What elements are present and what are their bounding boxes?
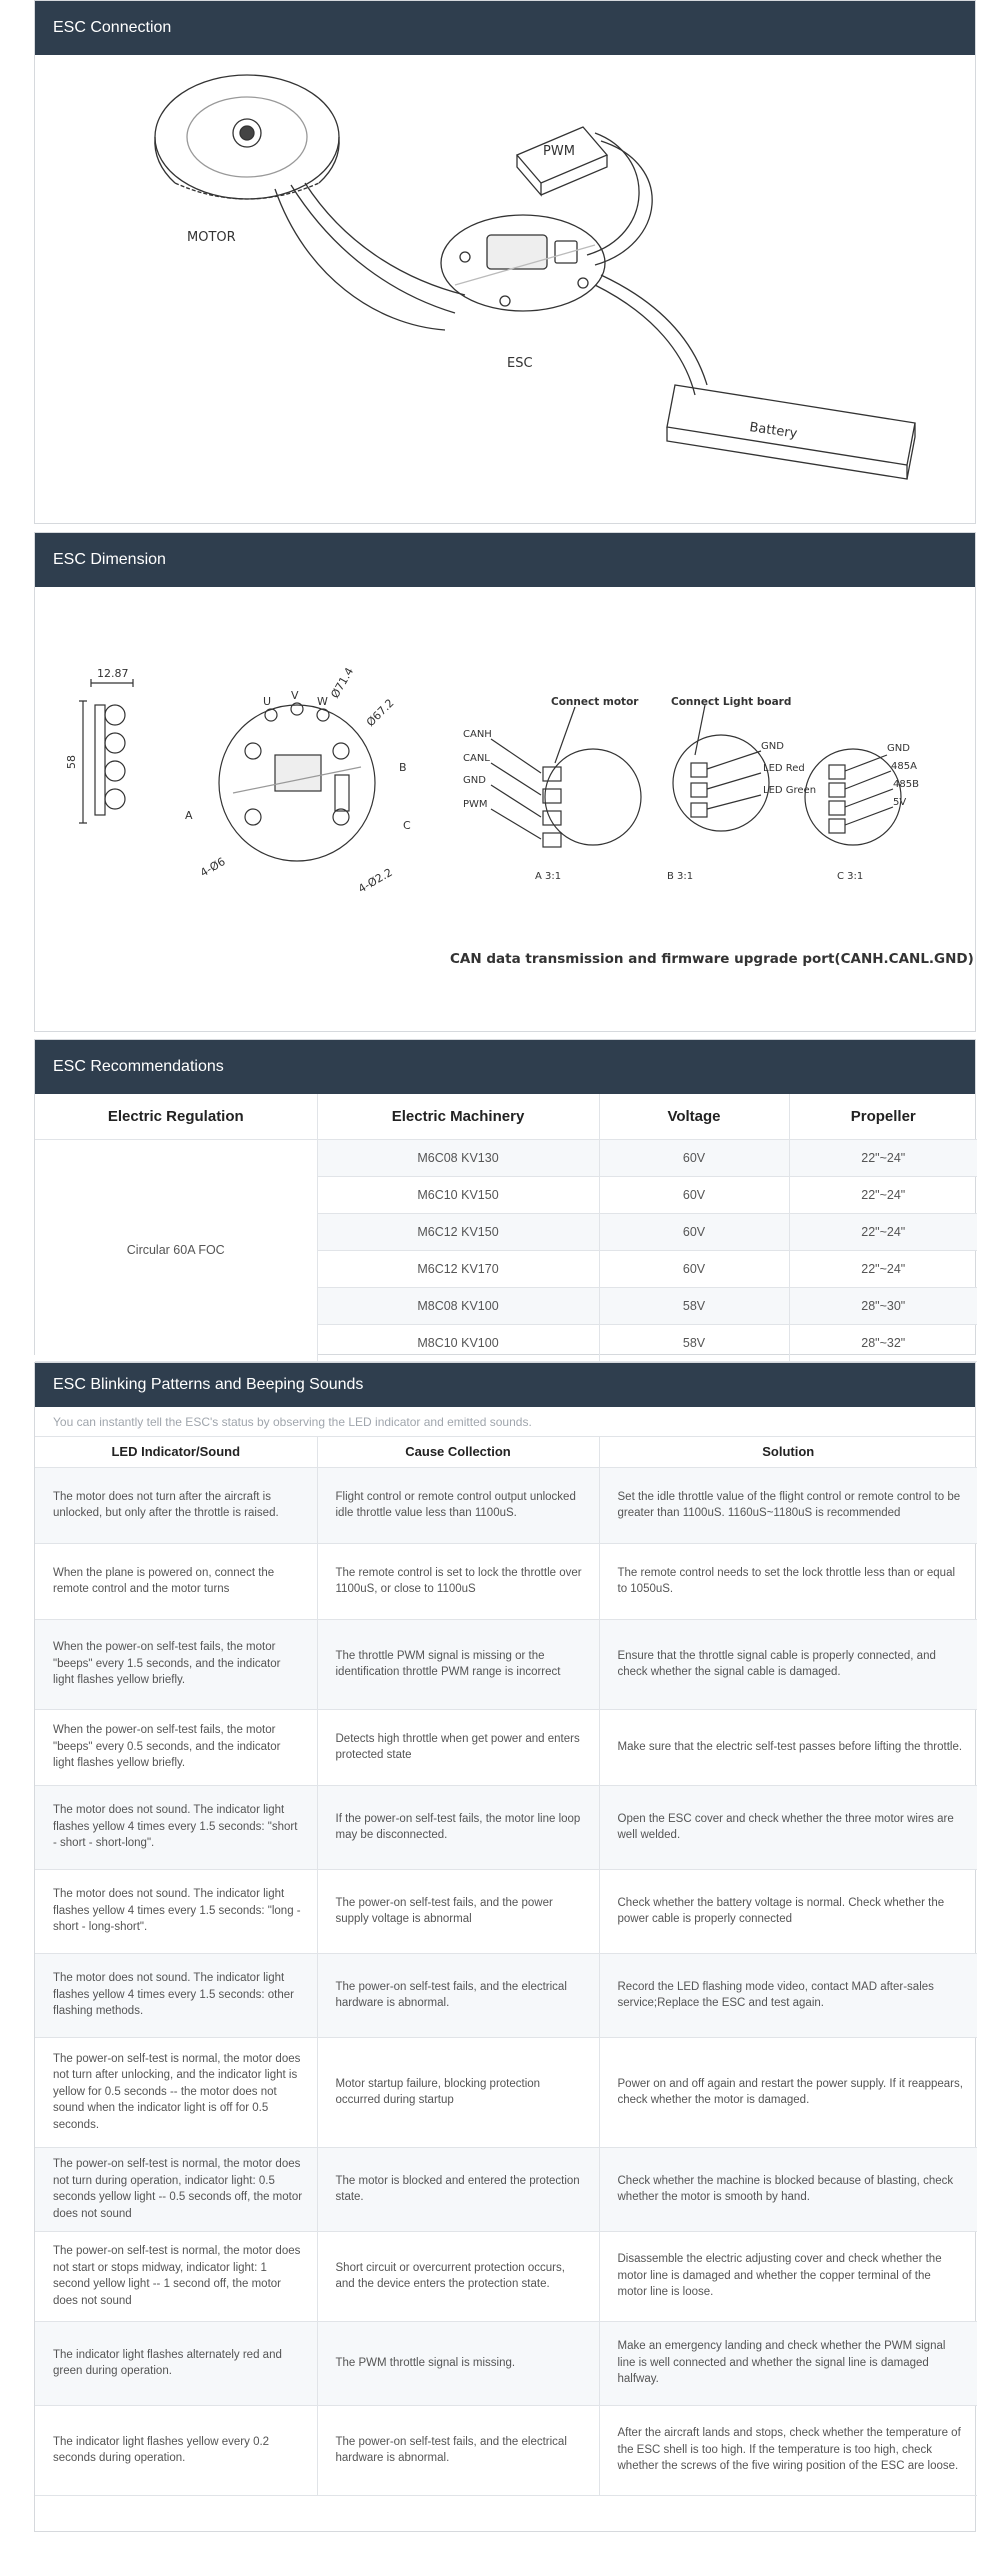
table-row (35, 1467, 977, 1543)
connection-drawing (35, 55, 975, 523)
led-indicator-cell: The power-on self-test is normal, the motor does not start or stops midway, indicator light: 1 second yellow light -- 1 second off, the motor does not sound (35, 2231, 317, 2321)
solution-cell: After the aircraft lands and stops, check whether the temperature of the ESC shell is too high. If the temperature is too high, check whether the screws of the five wiring position of the ESC are loose. (599, 2405, 977, 2495)
top-view-drawing (219, 703, 375, 861)
dim-4-2-2-label: 4-Ø2.2 (356, 865, 395, 896)
cause-cell: The remote control is set to lock the throttle over 1100uS, or close to 1100uS (317, 1543, 599, 1619)
scale-b-label: B 3:1 (667, 871, 694, 882)
scale-c-label: C 3:1 (837, 871, 864, 882)
led-indicator-cell: When the plane is powered on, connect the remote control and the motor turns (35, 1543, 317, 1619)
solution-cell: Check whether the battery voltage is normal. Check whether the power cable is properly connected (599, 1869, 977, 1953)
table-row (35, 1869, 977, 1953)
propeller-cell: 22"~24" (789, 1176, 977, 1213)
gnd-label: GND (463, 775, 486, 786)
table-row (35, 1619, 977, 1709)
table-row (35, 2147, 977, 2231)
c-gnd-label: GND (887, 743, 910, 754)
cause-cell: The power-on self-test fails, and the electrical hardware is abnormal. (317, 2405, 599, 2495)
table-row (35, 2037, 977, 2147)
blinking-table-body (35, 1467, 977, 2495)
solution-cell: Set the idle throttle value of the flight control or remote control to be greater than 1100uS. 1160uS~1180uS is recommended (599, 1467, 977, 1543)
cause-cell: The power-on self-test fails, and the electrical hardware is abnormal. (317, 1953, 599, 2037)
machinery-cell: M8C10 KV100 (317, 1324, 599, 1361)
cause-cell: Flight control or remote control output unlocked idle throttle value less than 1100uS. (317, 1467, 599, 1543)
scale-a-label: A 3:1 (535, 871, 562, 882)
marker-c-label: C (403, 819, 411, 832)
detail-b-drawing (673, 705, 769, 831)
cause-cell: Detects high throttle when get power and enters protected state (317, 1709, 599, 1785)
solution-cell: The remote control needs to set the lock throttle less than or equal to 1050uS. (599, 1543, 977, 1619)
motor-drawing (155, 75, 339, 199)
esc-board-drawing (441, 215, 605, 311)
esc-connection-section (34, 0, 976, 524)
column-header: Voltage (599, 1094, 789, 1139)
dimension-drawing (35, 587, 975, 1031)
solution-cell: Power on and off again and restart the power supply. If it reappears, check whether the motor is damaged. (599, 2037, 977, 2147)
battery-label: Battery (748, 420, 799, 442)
detail-a-drawing (491, 707, 641, 847)
solution-cell: Check whether the machine is blocked because of blasting, check whether the motor is smooth by hand. (599, 2147, 977, 2231)
propeller-cell: 28"~30" (789, 1287, 977, 1324)
5v-label: 5V (893, 797, 907, 808)
led-green-label: LED Green (763, 785, 817, 796)
led-indicator-cell: When the power-on self-test fails, the motor "beeps" every 1.5 seconds, and the indicator light flashes yellow briefly. (35, 1619, 317, 1709)
cause-cell: The motor is blocked and entered the protection state. (317, 2147, 599, 2231)
pin-v-label: V (291, 689, 299, 702)
section-title: ESC Recommendations (35, 1040, 975, 1094)
cause-cell: If the power-on self-test fails, the motor line loop may be disconnected. (317, 1785, 599, 1869)
solution-cell: Make sure that the electric self-test passes before lifting the throttle. (599, 1709, 977, 1785)
cause-cell: Short circuit or overcurrent protection occurs, and the device enters the protection state. (317, 2231, 599, 2321)
esc-label: ESC (507, 356, 533, 371)
led-indicator-cell: The power-on self-test is normal, the motor does not turn during operation, indicator light: 0.5 seconds yellow light -- 0.5 seconds off, the motor does not sound (35, 2147, 317, 2231)
canh-label: CANH (463, 729, 492, 740)
table-row (35, 2405, 977, 2495)
voltage-cell: 60V (599, 1213, 789, 1250)
section-title: ESC Dimension (35, 533, 975, 587)
column-header: Cause Collection (317, 1437, 599, 1467)
table-header-row (35, 1437, 977, 1467)
dim-12-87-label: 12.87 (97, 667, 129, 680)
column-header: Solution (599, 1437, 977, 1467)
voltage-cell: 60V (599, 1176, 789, 1213)
marker-b-label: B (399, 761, 407, 774)
marker-a-label: A (185, 809, 193, 822)
led-indicator-cell: The motor does not sound. The indicator light flashes yellow 4 times every 1.5 seconds: other flashing methods. (35, 1953, 317, 2037)
motor-label: MOTOR (187, 230, 236, 245)
dim-67-2-label: Ø67.2 (363, 696, 397, 730)
column-header: LED Indicator/Sound (35, 1437, 317, 1467)
table-row (35, 1785, 977, 1869)
cause-cell: The power-on self-test fails, and the power supply voltage is abnormal (317, 1869, 599, 1953)
esc-connection-diagram (35, 55, 975, 523)
led-indicator-cell: The indicator light flashes alternately red and green during operation. (35, 2321, 317, 2405)
table-row (35, 1543, 977, 1619)
led-red-label: LED Red (763, 763, 805, 774)
pin-w-label: W (317, 695, 328, 708)
cause-cell: The throttle PWM signal is missing or the identification throttle PWM range is incorrect (317, 1619, 599, 1709)
dim-4-6-label: 4-Ø6 (198, 855, 228, 880)
led-indicator-cell: The motor does not sound. The indicator light flashes yellow 4 times every 1.5 seconds: "short - short - short-long". (35, 1785, 317, 1869)
machinery-cell: M6C08 KV130 (317, 1139, 599, 1176)
cause-cell: Motor startup failure, blocking protection occurred during startup (317, 2037, 599, 2147)
table-header-row (35, 1094, 977, 1139)
voltage-cell: 58V (599, 1324, 789, 1361)
table-row (35, 2231, 977, 2321)
recommendations-table (35, 1094, 977, 1362)
solution-cell: Make an emergency landing and check whether the PWM signal line is well connected and whether the signal line is damaged halfway. (599, 2321, 977, 2405)
pin-u-label: U (263, 695, 272, 708)
table-row (35, 1953, 977, 2037)
esc-recommendations-section (34, 1039, 976, 1355)
section-title: ESC Blinking Patterns and Beeping Sounds (35, 1363, 975, 1407)
propeller-cell: 22"~24" (789, 1139, 977, 1176)
column-header: Electric Regulation (35, 1094, 317, 1139)
light-gnd-label: GND (761, 741, 784, 752)
solution-cell: Record the LED flashing mode video, contact MAD after-sales service;Replace the ESC and test again. (599, 1953, 977, 2037)
esc-dimension-section (34, 532, 976, 1032)
led-indicator-cell: The motor does not turn after the aircraft is unlocked, but only after the throttle is raised. (35, 1467, 317, 1543)
table-row (35, 1709, 977, 1785)
connect-light-label: Connect Light board (671, 696, 792, 708)
propeller-cell: 28"~32" (789, 1324, 977, 1361)
led-indicator-cell: When the power-on self-test fails, the motor "beeps" every 0.5 seconds, and the indicator light flashes yellow briefly. (35, 1709, 317, 1785)
solution-cell: Ensure that the throttle signal cable is properly connected, and check whether the signal cable is damaged. (599, 1619, 977, 1709)
voltage-cell: 60V (599, 1250, 789, 1287)
table-row (35, 2321, 977, 2405)
485b-label: 485B (893, 779, 919, 790)
canl-label: CANL (463, 753, 490, 764)
esc-blinking-section (34, 1362, 976, 2532)
dim-58-label: 58 (65, 755, 78, 769)
column-header: Propeller (789, 1094, 977, 1139)
esc-dimension-diagram (35, 587, 975, 1031)
detail-c-drawing (805, 749, 901, 845)
solution-cell: Disassemble the electric adjusting cover and check whether the motor line is damaged and whether the copper terminal of the motor line is loose. (599, 2231, 977, 2321)
machinery-cell: M6C12 KV150 (317, 1213, 599, 1250)
led-indicator-cell: The power-on self-test is normal, the motor does not turn after unlocking, and the indicator light is yellow for 0.5 seconds -- the motor does not sound when the indicator light is off for 0.5 seconds. (35, 2037, 317, 2147)
led-indicator-cell: The motor does not sound. The indicator light flashes yellow 4 times every 1.5 seconds: "long - short - long-short". (35, 1869, 317, 1953)
485a-label: 485A (891, 761, 917, 772)
voltage-cell: 58V (599, 1287, 789, 1324)
propeller-cell: 22"~24" (789, 1250, 977, 1287)
dimension-caption: CAN data transmission and firmware upgrade port(CANH.CANL.GND) (450, 951, 974, 967)
pwm-label: PWM (543, 144, 575, 159)
pwm-pin-label: PWM (463, 799, 488, 810)
propeller-cell: 22"~24" (789, 1213, 977, 1250)
solution-cell: Open the ESC cover and check whether the three motor wires are well welded. (599, 1785, 977, 1869)
blinking-table (35, 1437, 977, 2496)
regulation-cell: Circular 60A FOC (35, 1139, 317, 1361)
connect-motor-label: Connect motor (551, 696, 639, 708)
dim-71-4-label: Ø71.4 (328, 665, 357, 701)
machinery-cell: M8C08 KV100 (317, 1287, 599, 1324)
led-indicator-cell: The indicator light flashes yellow every 0.2 seconds during operation. (35, 2405, 317, 2495)
cause-cell: The PWM throttle signal is missing. (317, 2321, 599, 2405)
column-header: Electric Machinery (317, 1094, 599, 1139)
side-view-drawing (79, 679, 133, 823)
machinery-cell: M6C10 KV150 (317, 1176, 599, 1213)
table-row (35, 1139, 977, 1176)
blinking-note: You can instantly tell the ESC's status by observing the LED indicator and emitted sounds. (35, 1407, 975, 1437)
voltage-cell: 60V (599, 1139, 789, 1176)
machinery-cell: M6C12 KV170 (317, 1250, 599, 1287)
section-title: ESC Connection (35, 1, 975, 55)
